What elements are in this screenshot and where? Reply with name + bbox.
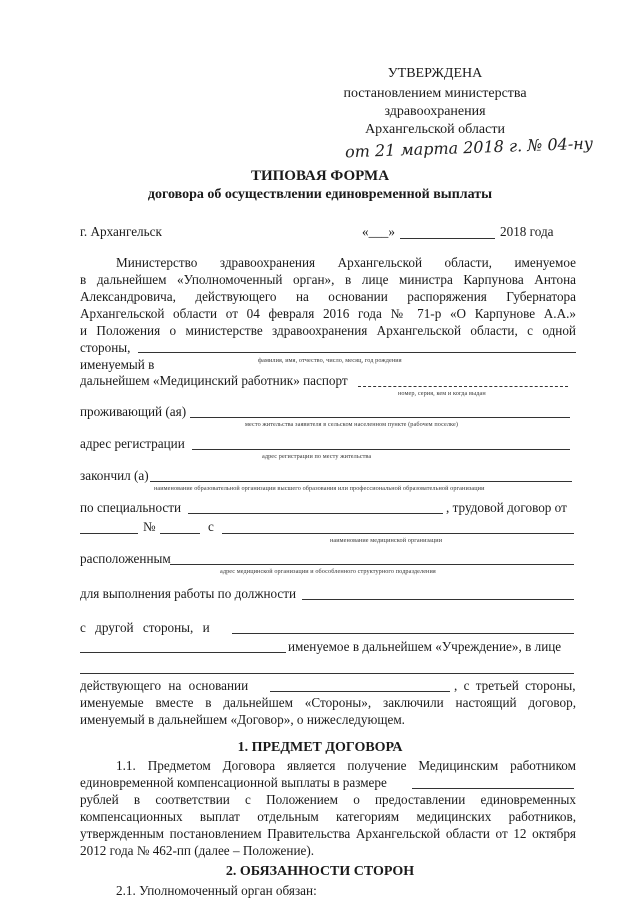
caption-education: наименование образовательной организации высшего образования или профессиональной образовательной организации — [154, 485, 485, 492]
caption-passport: номер, серия, кем и когда выдан — [398, 390, 486, 397]
intro-line-18b: , с третьей стороны, — [454, 678, 576, 693]
approval-heading: УТВЕРЖДЕНА — [387, 66, 483, 81]
section-1-heading: 1. ПРЕДМЕТ ДОГОВОРА — [237, 740, 403, 755]
intro-line-16: с другой стороны, и — [80, 620, 210, 635]
residence-field[interactable] — [190, 417, 570, 418]
approval-line-2: здравоохранения — [384, 104, 486, 119]
payment-amount-field[interactable] — [412, 788, 574, 789]
intro-line-11: закончил (а) — [80, 468, 149, 483]
intro-line-10: адрес регистрации — [80, 436, 185, 451]
intro-line-17: именуемое в дальнейшем «Учреждение», в лице — [288, 639, 562, 654]
intro-line-5: и Положения о министерстве здравоохранения Архангельской области, с одной — [80, 323, 576, 338]
approval-handwritten-date: от 21 марта 2018 г. № 04-ну — [344, 133, 594, 162]
section-1-line-6: 2012 года № 462-пп (далее – Положение). — [80, 843, 315, 858]
contract-number-sign: № — [143, 519, 156, 534]
intro-line-2: в дальнейшем «Уполномоченный орган», в лице министра Карпунова Антона — [80, 272, 576, 287]
date-month-blank — [400, 238, 495, 239]
medorg-field[interactable] — [222, 533, 574, 534]
section-2-heading: 2. ОБЯЗАННОСТИ СТОРОН — [225, 864, 415, 879]
registration-field[interactable] — [192, 449, 570, 450]
caption-registration: адрес регистрации по месту жительства — [262, 453, 372, 460]
date-year: 2018 года — [500, 224, 554, 239]
intro-line-12b: , трудовой договор от — [446, 500, 567, 515]
section-1-line-2: единовременной компенсационной выплаты в размере — [80, 775, 387, 790]
education-field[interactable] — [150, 481, 572, 482]
caption-location: адрес медицинской организации и обособленного структурного подразделения — [220, 568, 436, 575]
intro-line-12: по специальности — [80, 500, 182, 515]
intro-line-4: Архангельской области от 04 февраля 2016 года № 71-р «О Карпунове А.А.» — [80, 306, 576, 321]
contract-number-field[interactable] — [160, 533, 200, 534]
specialty-field[interactable] — [188, 513, 443, 514]
section-1-line-1: 1.1. Предметом Договора является получение Медицинским работником — [116, 758, 576, 773]
city: г. Архангельск — [80, 224, 162, 239]
intro-line-3: Александровича, действующего на основании распоряжения Губернатора — [80, 289, 576, 304]
document-subtitle: договора об осуществлении единовременной выплаты — [147, 187, 493, 202]
contract-date-field[interactable] — [80, 533, 138, 534]
intro-line-9: проживающий (ая) — [80, 404, 187, 419]
intro-line-7: именуемый в — [80, 357, 155, 372]
caption-residence: место жительства заявителя в сельском населенном пункте (рабочем поселке) — [245, 421, 459, 428]
approval-line-3: Архангельской области — [365, 122, 505, 137]
intro-line-14: расположенным — [80, 551, 171, 566]
intro-line-18a: действующего на основании — [80, 678, 249, 693]
representative-field[interactable] — [80, 673, 574, 674]
intro-line-1: Министерство здравоохранения Архангельской области, именуемое — [116, 255, 576, 270]
position-field[interactable] — [302, 599, 574, 600]
institution-field[interactable] — [232, 633, 574, 634]
intro-line-15: для выполнения работы по должности — [80, 586, 297, 601]
contract-with-label: с — [208, 519, 214, 534]
section-2-line-1: 2.1. Уполномоченный орган обязан: — [116, 883, 317, 898]
intro-line-8: дальнейшем «Медицинский работник» паспорт — [80, 373, 348, 388]
document-title: ТИПОВАЯ ФОРМА — [250, 168, 390, 184]
section-1-line-5: утвержденным постановлением Правительства Архангельской области от 12 октября — [80, 826, 576, 841]
approval-line-1: постановлением министерства — [343, 86, 527, 101]
intro-line-6: стороны, — [80, 340, 131, 355]
passport-field[interactable] — [358, 386, 568, 387]
fio-field[interactable] — [138, 352, 576, 353]
caption-fio: фамилия, имя, отчество, число, месяц, год рождения — [258, 357, 402, 364]
institution-field-cont[interactable] — [80, 652, 286, 653]
location-field[interactable] — [170, 564, 574, 565]
intro-line-20: именуемый в дальнейшем «Договор», о нижеследующем. — [80, 712, 405, 727]
section-1-line-3: рублей в соответствии с Положением о предоставлении единовременных — [80, 792, 576, 807]
caption-medorg: наименование медицинской организации — [330, 537, 443, 544]
intro-line-19: именуемые вместе в дальнейшем «Стороны», заключили настоящий договор, — [80, 695, 576, 710]
basis-field[interactable] — [270, 691, 450, 692]
date-day: «___» — [362, 224, 395, 239]
section-1-line-4: компенсационных выплат отдельным категориям медицинских работников, — [80, 809, 576, 824]
